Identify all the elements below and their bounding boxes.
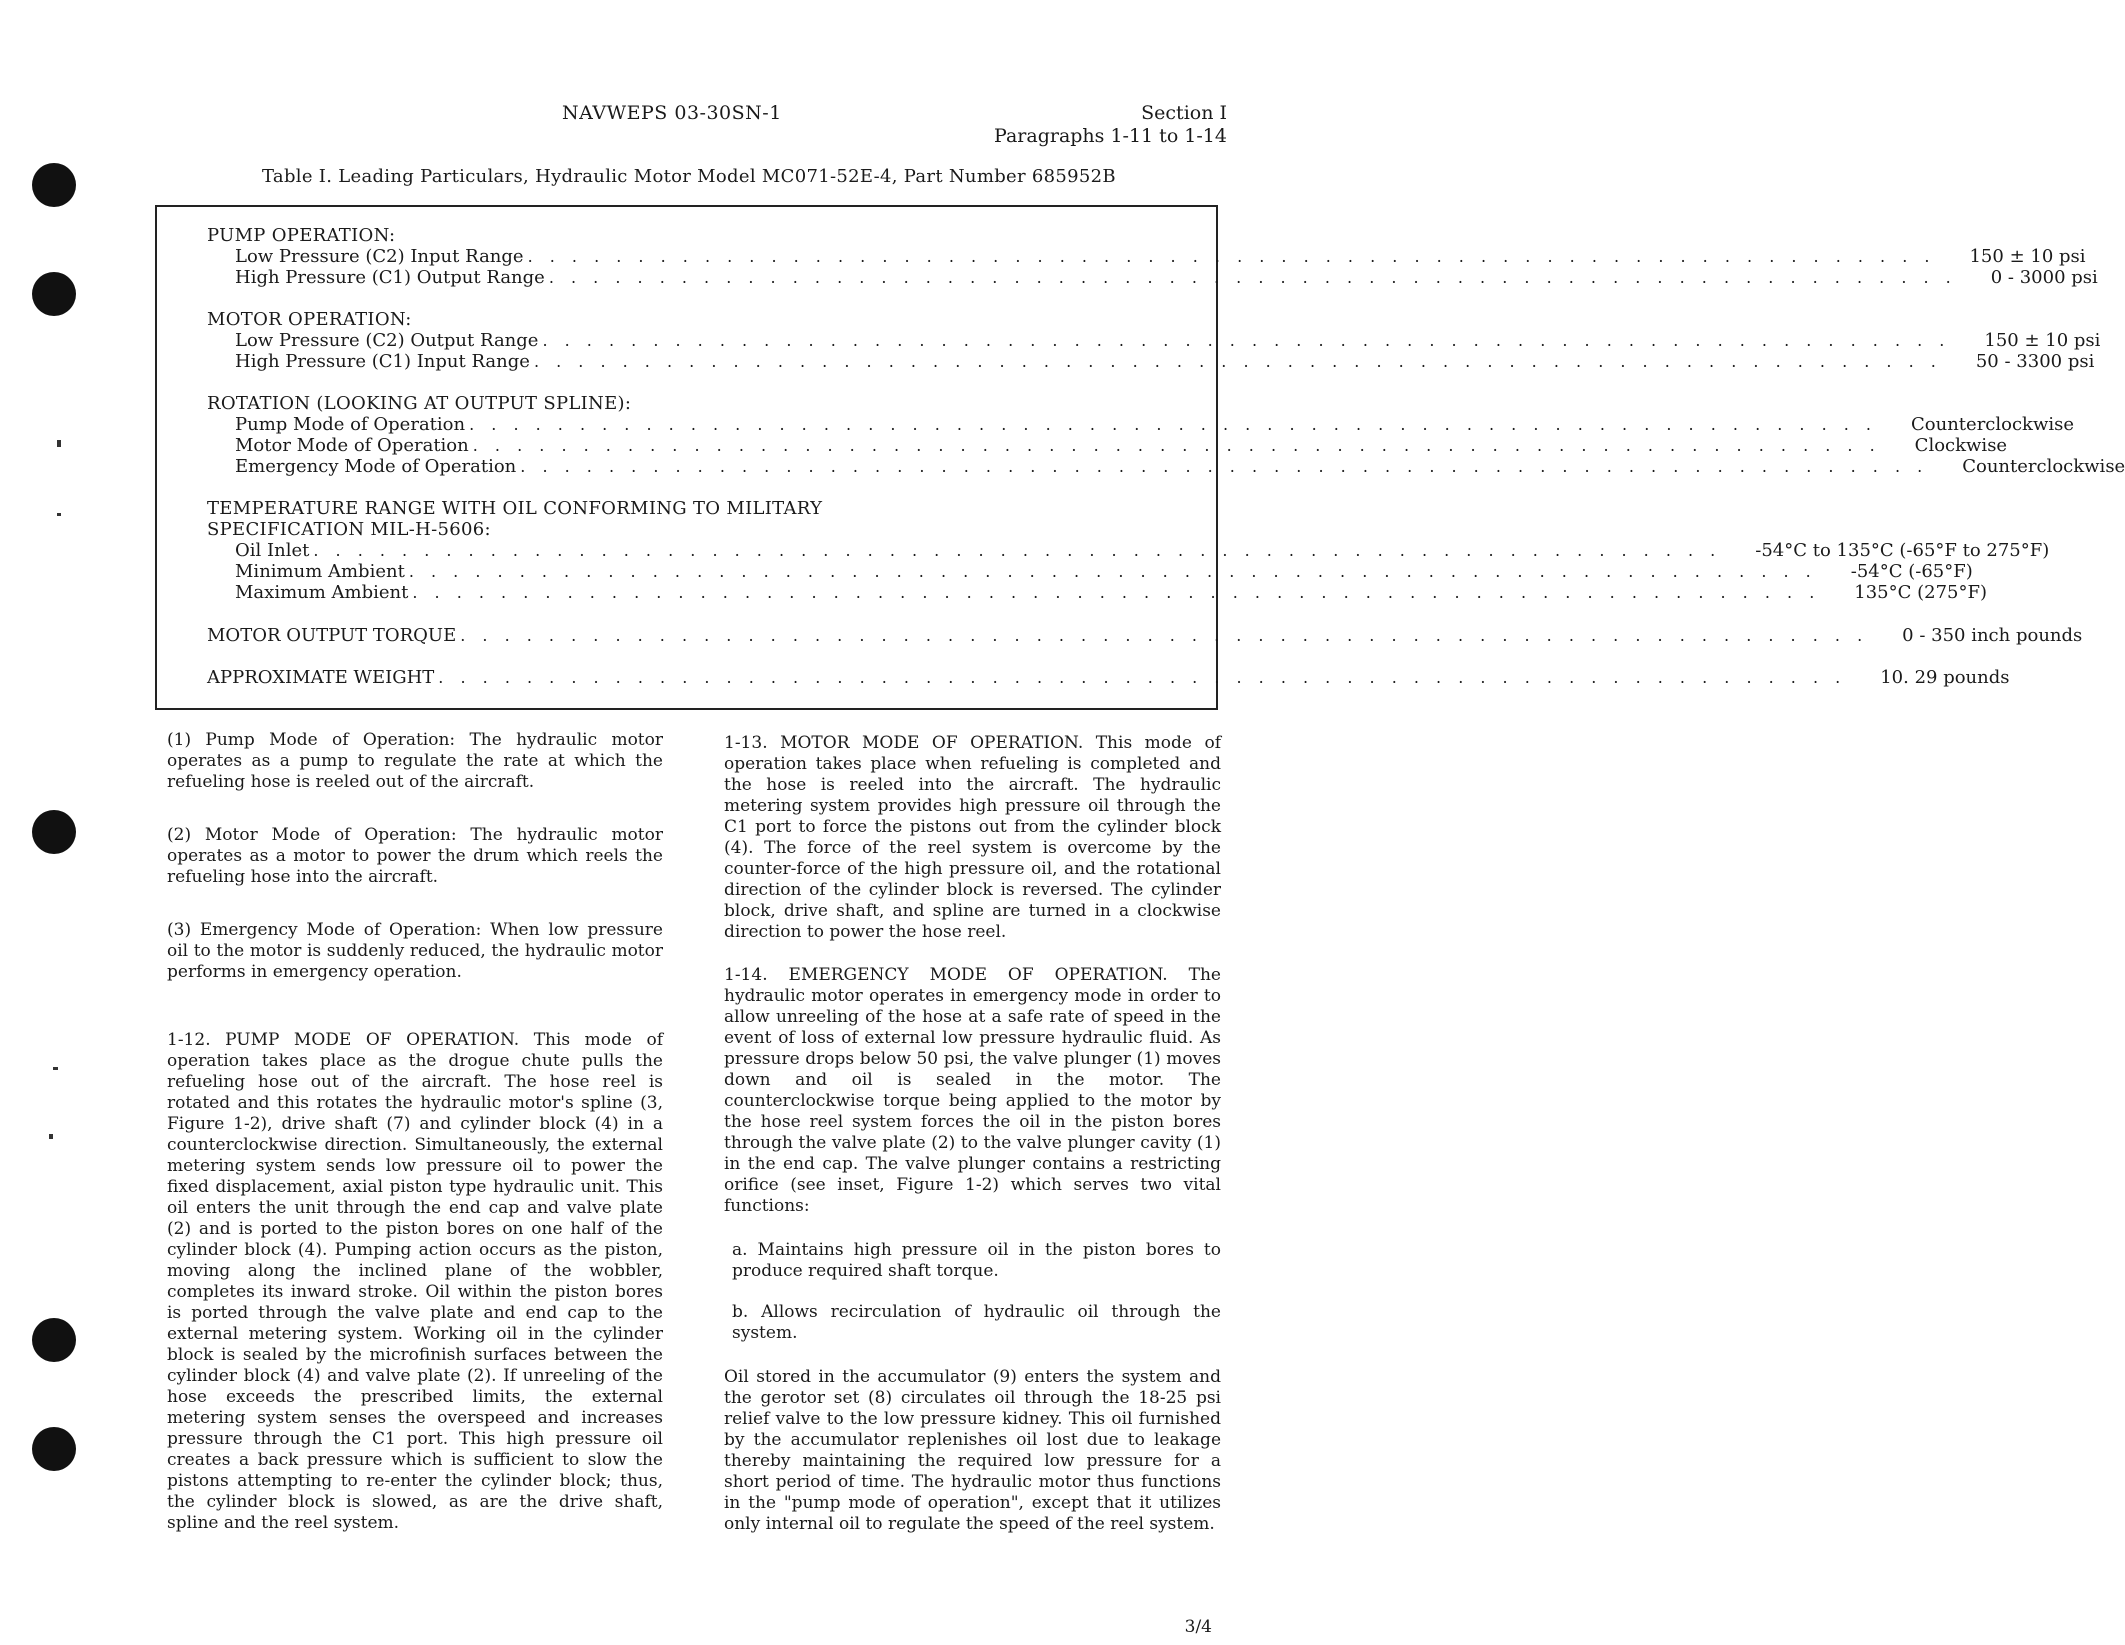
paragraph: 1-12. PUMP MODE OF OPERATION. This mode of operation takes place as the drogue chute pulls the refueling hose out of the aircraft. The hose reel is rotated and this rotates the hydraulic motor's spline (3, Figure 1-2), drive shaft (7) and cylinder block (4) in a counterclockwise direction. Simultaneously, the external metering system sends low pressure oil to power the fixed displacement, axial piston type hydraulic unit. This oil enters the unit through the end cap and valve plate (2) and is ported to the piston bores on one half of the cylinder block (4). Pumping action occurs as the piston, moving along the inclined plane of the wobbler, completes its inward stroke. Oil within the piston bores is ported through the valve plate and end cap to the external metering system. Working oil in the cylinder block is sealed by the microfinish surfaces between the cylinder block (4) and valve plate (2). If unreeling of the hose exceeds the prescribed limits, the external metering system senses the overspeed and increases pressure through the C1 port. This high pressure oil creates a back pressure which is sufficient to slow the pistons attempting to re-enter the cylinder block; thus, the cylinder block is slowed, as are the drive shaft, spline and the reel system. [167, 1030, 663, 1533]
paragraph-1-13 [724, 733, 1221, 943]
row-label: Maximum Ambient [235, 582, 409, 603]
row-value: Clockwise [1914, 435, 2008, 456]
row-value: Counterclockwise [1962, 456, 2125, 477]
row-value: 150 ± 10 psi [1984, 330, 2101, 351]
motor-operation-group [207, 309, 2101, 372]
section-header [994, 102, 1227, 148]
row-value: 150 ± 10 psi [1969, 246, 2086, 267]
row-label: MOTOR OUTPUT TORQUE [207, 625, 457, 646]
table-row [207, 351, 2095, 372]
row-value: -54°C (-65°F) [1850, 561, 1973, 582]
row-label: APPROXIMATE WEIGHT [207, 667, 435, 688]
page-number: 3/4 [1184, 1617, 1212, 1637]
dot-leader: . . . . . . . . . . . . . . . . . . . . . . . . . . . . . . . . . . . . . . . . . . . . . . . . . . . . . . . . . . . . . . . . [542, 331, 1951, 350]
dot-leader: . . . . . . . . . . . . . . . . . . . . . . . . . . . . . . . . . . . . . . . . . . . . . . . . . . . . . . . . . . . . . . . . [533, 352, 1942, 371]
table-row [207, 456, 2125, 477]
row-label: High Pressure (C1) Output Range [235, 267, 545, 288]
scan-mark [57, 513, 61, 516]
section-label: Section I [1141, 102, 1227, 124]
dot-leader: . . . . . . . . . . . . . . . . . . . . . . . . . . . . . . . . . . . . . . . . . . . . . . . . . . . . . . . . . . . . . . . . [472, 436, 1881, 455]
scan-mark [57, 440, 61, 447]
row-label: Low Pressure (C2) Output Range [235, 330, 539, 351]
row-value: 0 - 350 inch pounds [1902, 625, 2083, 646]
mode-definition-2 [167, 825, 663, 888]
mode-definition-3 [167, 920, 663, 983]
temperature-range-group [207, 498, 2050, 603]
group-title: TEMPERATURE RANGE WITH OIL CONFORMING TO MILITARY [207, 498, 823, 519]
paragraph: 1-14. EMERGENCY MODE OF OPERATION. The hydraulic motor operates in emergency mode in order to allow unreeling of the hose at a safe rate of speed in the event of loss of external low pressure hydraulic fluid. As pressure drops below 50 psi, the valve plunger (1) moves down and oil is sealed in the motor. The counterclockwise torque being applied to the motor by the hose reel system forces the oil in the piston bores through the valve plate (2) to the valve plunger cavity (1) in the end cap. The valve plunger contains a restricting orifice (see inset, Figure 1-2) which serves two vital functions: [724, 965, 1221, 1216]
row-value: Counterclockwise [1911, 414, 2075, 435]
row-value: -54°C to 135°C (-65°F to 275°F) [1755, 540, 2050, 561]
dot-leader: . . . . . . . . . . . . . . . . . . . . . . . . . . . . . . . . . . . . . . . . . . . . . . . . . . . . . . . . . . . . . . . . [313, 541, 1722, 560]
paragraph: 1-13. MOTOR MODE OF OPERATION. This mode of operation takes place when refueling is completed and the hose is reeled into the aircraft. The hydraulic metering system provides high pressure oil through the C1 port to force the pistons out from the cylinder block (4). The force of the reel system is overcome by the counter-force of the high pressure oil, and the rotational direction of the cylinder block is reversed. The cylinder block, drive shaft, and spline are turned in a clockwise direction to power the hose reel. [724, 733, 1221, 942]
motor-output-torque-group [207, 625, 2083, 646]
pump-operation-group [207, 225, 2098, 288]
row-label: Emergency Mode of Operation [235, 456, 517, 477]
table-row [207, 582, 1988, 603]
paragraph: (2) Motor Mode of Operation: The hydraulic motor operates as a motor to power the drum which reels the refueling hose into the aircraft. [167, 825, 663, 887]
row-label: Motor Mode of Operation [235, 435, 469, 456]
row-value: 135°C (275°F) [1854, 582, 1988, 603]
row-label: Minimum Ambient [235, 561, 405, 582]
row-label: High Pressure (C1) Input Range [235, 351, 530, 372]
accumulator-paragraph [724, 1367, 1221, 1535]
leading-particulars-table [155, 205, 2125, 710]
table-row [207, 667, 2010, 688]
binder-hole [32, 1318, 76, 1362]
rotation-group [207, 393, 2125, 477]
paragraph: (1) Pump Mode of Operation: The hydraulic motor operates as a pump to regulate the rate at which the refueling hose is reeled out of the aircraft. [167, 730, 663, 792]
table-row [207, 561, 1973, 582]
paragraph-1-12 [167, 1030, 663, 1534]
binder-hole [32, 810, 76, 854]
dot-leader: . . . . . . . . . . . . . . . . . . . . . . . . . . . . . . . . . . . . . . . . . . . . . . . . . . . . . . . . . . . . . . . . [469, 415, 1878, 434]
group-title: MOTOR OPERATION: [207, 309, 412, 330]
binder-hole [32, 163, 76, 207]
table-row [207, 267, 2098, 288]
table-row [207, 625, 2083, 646]
paragraph: b. Allows recirculation of hydraulic oil through the system. [732, 1302, 1221, 1343]
paragraph: Oil stored in the accumulator (9) enters the system and the gerotor set (8) circulates oil through the 18-25 psi relief valve to the low pressure kidney. This oil furnished by the accumulator replenishes oil lost due to leakage thereby maintaining the required low pressure for a short period of time. The hydraulic motor thus functions in the "pump mode of operation", except that it utilizes only internal oil to regulate the speed of the reel system. [724, 1367, 1221, 1534]
dot-leader: . . . . . . . . . . . . . . . . . . . . . . . . . . . . . . . . . . . . . . . . . . . . . . . . . . . . . . . . . . . . . . . . [412, 583, 1821, 602]
row-value: 0 - 3000 psi [1990, 267, 2098, 288]
function-b [724, 1302, 1221, 1344]
binder-hole [32, 272, 76, 316]
table-caption: Table I. Leading Particulars, Hydraulic Motor Model MC071-52E-4, Part Number 685952B [262, 166, 1116, 187]
dot-leader: . . . . . . . . . . . . . . . . . . . . . . . . . . . . . . . . . . . . . . . . . . . . . . . . . . . . . . . . . . . . . . . . [408, 562, 1817, 581]
table-row [207, 540, 2050, 561]
dot-leader: . . . . . . . . . . . . . . . . . . . . . . . . . . . . . . . . . . . . . . . . . . . . . . . . . . . . . . . . . . . . . . . . [548, 268, 1957, 287]
binder-hole [32, 1427, 76, 1471]
row-label: Oil Inlet [235, 540, 310, 561]
paragraph: (3) Emergency Mode of Operation: When low pressure oil to the motor is suddenly reduced, the hydraulic motor performs in emergency operation. [167, 920, 663, 982]
paragraph: a. Maintains high pressure oil in the piston bores to produce required shaft torque. [732, 1240, 1221, 1281]
doc-number: NAVWEPS 03-30SN-1 [562, 102, 782, 124]
mode-definition-1 [167, 730, 663, 793]
table-row [207, 330, 2101, 351]
table-row [207, 414, 2075, 435]
row-value: 50 - 3300 psi [1975, 351, 2095, 372]
dot-leader: . . . . . . . . . . . . . . . . . . . . . . . . . . . . . . . . . . . . . . . . . . . . . . . . . . . . . . . . . . . . . . . . [520, 457, 1929, 476]
group-title-continued: SPECIFICATION MIL-H-5606: [207, 519, 491, 540]
scan-mark [49, 1134, 53, 1139]
paragraph-range: Paragraphs 1-11 to 1-14 [994, 125, 1227, 147]
table-row [207, 246, 2086, 267]
row-value: 10. 29 pounds [1880, 667, 2010, 688]
row-label: Low Pressure (C2) Input Range [235, 246, 524, 267]
row-label: Pump Mode of Operation [235, 414, 466, 435]
approximate-weight-group [207, 667, 2010, 688]
dot-leader: . . . . . . . . . . . . . . . . . . . . . . . . . . . . . . . . . . . . . . . . . . . . . . . . . . . . . . . . . . . . . . . . [438, 668, 1847, 687]
paragraph-1-14 [724, 965, 1221, 1217]
dot-leader: . . . . . . . . . . . . . . . . . . . . . . . . . . . . . . . . . . . . . . . . . . . . . . . . . . . . . . . . . . . . . . . . [460, 626, 1869, 645]
scan-mark [53, 1067, 58, 1070]
group-title: ROTATION (LOOKING AT OUTPUT SPLINE): [207, 393, 632, 414]
dot-leader: . . . . . . . . . . . . . . . . . . . . . . . . . . . . . . . . . . . . . . . . . . . . . . . . . . . . . . . . . . . . . . . . [527, 247, 1936, 266]
function-a [724, 1240, 1221, 1282]
group-title: PUMP OPERATION: [207, 225, 396, 246]
table-row [207, 435, 2008, 456]
